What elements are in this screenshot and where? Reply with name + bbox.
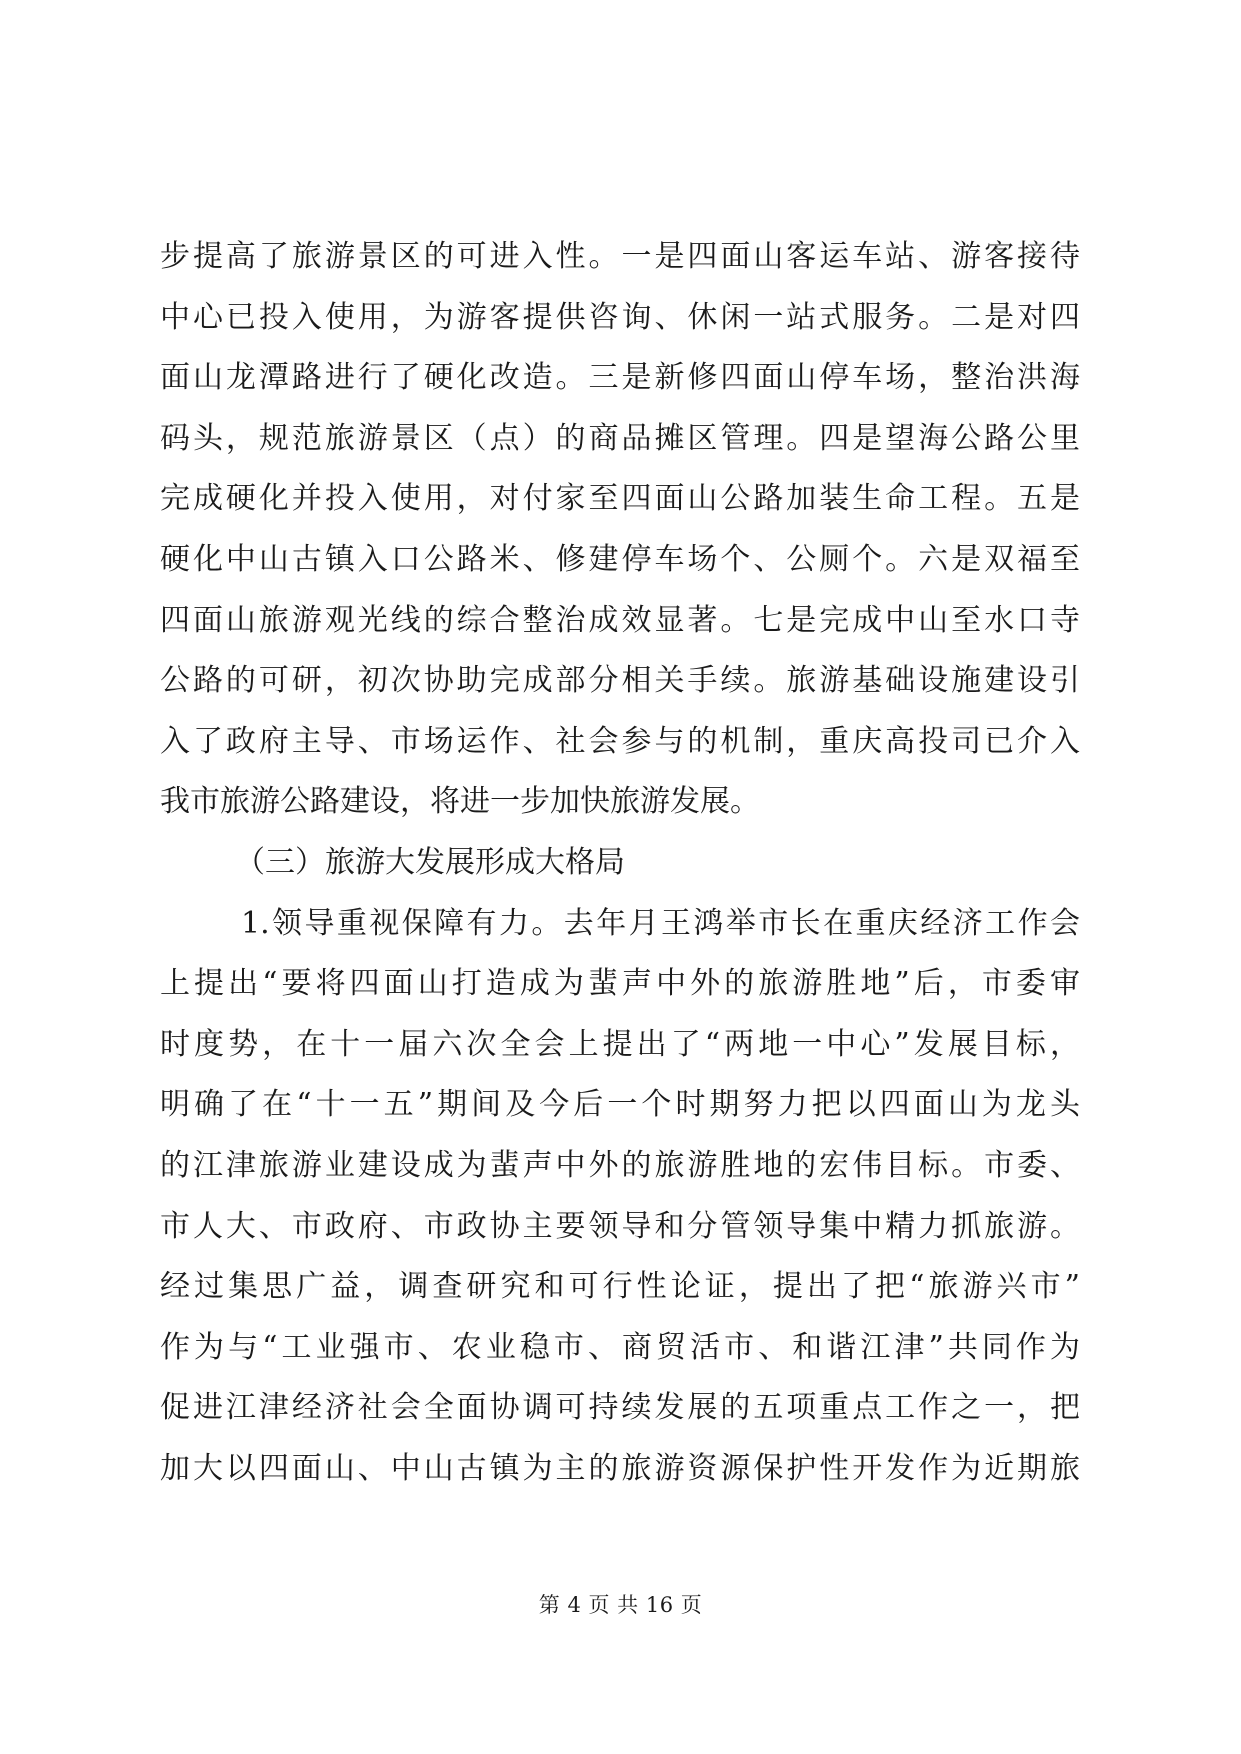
text-line: 的江津旅游业建设成为蜚声中外的旅游胜地的宏伟目标。市委、: [160, 1147, 1080, 1183]
text-line: 完成硬化并投入使用，对付家至四面山公路加装生命工程。五是: [160, 481, 1080, 517]
text-line: 面山龙潭路进行了硬化改造。三是新修四面山停车场，整治洪海: [160, 360, 1080, 396]
text-line: 中心已投入使用，为游客提供咨询、休闲一站式服务。二是对四: [160, 299, 1080, 335]
text-line: 我市旅游公路建设，将进一步加快旅游发展。: [160, 784, 760, 820]
text-line: 1.领导重视保障有力。去年月王鸿举市长在重庆经济工作会: [241, 905, 1080, 941]
text-line: 促进江津经济社会全面协调可持续发展的五项重点工作之一，把: [160, 1390, 1080, 1426]
text-line: 码头，规范旅游景区（点）的商品摊区管理。四是望海公路公里: [160, 420, 1080, 456]
text-line: 上提出“要将四面山打造成为蜚声中外的旅游胜地”后，市委审: [160, 966, 1080, 1002]
text-line: 明确了在“十一五”期间及今后一个时期努力把以四面山为龙头: [160, 1087, 1080, 1123]
text-line: 市人大、市政府、市政协主要领导和分管领导集中精力抓旅游。: [160, 1208, 1080, 1244]
text-line: 加大以四面山、中山古镇为主的旅游资源保护性开发作为近期旅: [160, 1450, 1080, 1486]
text-line: 公路的可研，初次协助完成部分相关手续。旅游基础设施建设引: [160, 663, 1080, 699]
text-line: 硬化中山古镇入口公路米、修建停车场个、公厕个。六是双福至: [160, 541, 1080, 577]
section-heading: （三）旅游大发展形成大格局: [235, 844, 625, 880]
text-line: 入了政府主导、市场运作、社会参与的机制，重庆高投司已介入: [160, 723, 1080, 759]
text-line: 四面山旅游观光线的综合整治成效显著。七是完成中山至水口寺: [160, 602, 1080, 638]
text-line: 作为与“工业强市、农业稳市、商贸活市、和谐江津”共同作为: [160, 1329, 1080, 1365]
page-number-footer: 第 4 页 共 16 页: [538, 1593, 703, 1617]
text-line: 时度势，在十一届六次全会上提出了“两地一中心”发展目标，: [160, 1026, 1080, 1062]
document-body: [160, 227, 1080, 1499]
text-line: 经过集思广益，调查研究和可行性论证，提出了把“旅游兴市”: [160, 1269, 1080, 1305]
text-line: 步提高了旅游景区的可进入性。一是四面山客运车站、游客接待: [160, 239, 1080, 274]
